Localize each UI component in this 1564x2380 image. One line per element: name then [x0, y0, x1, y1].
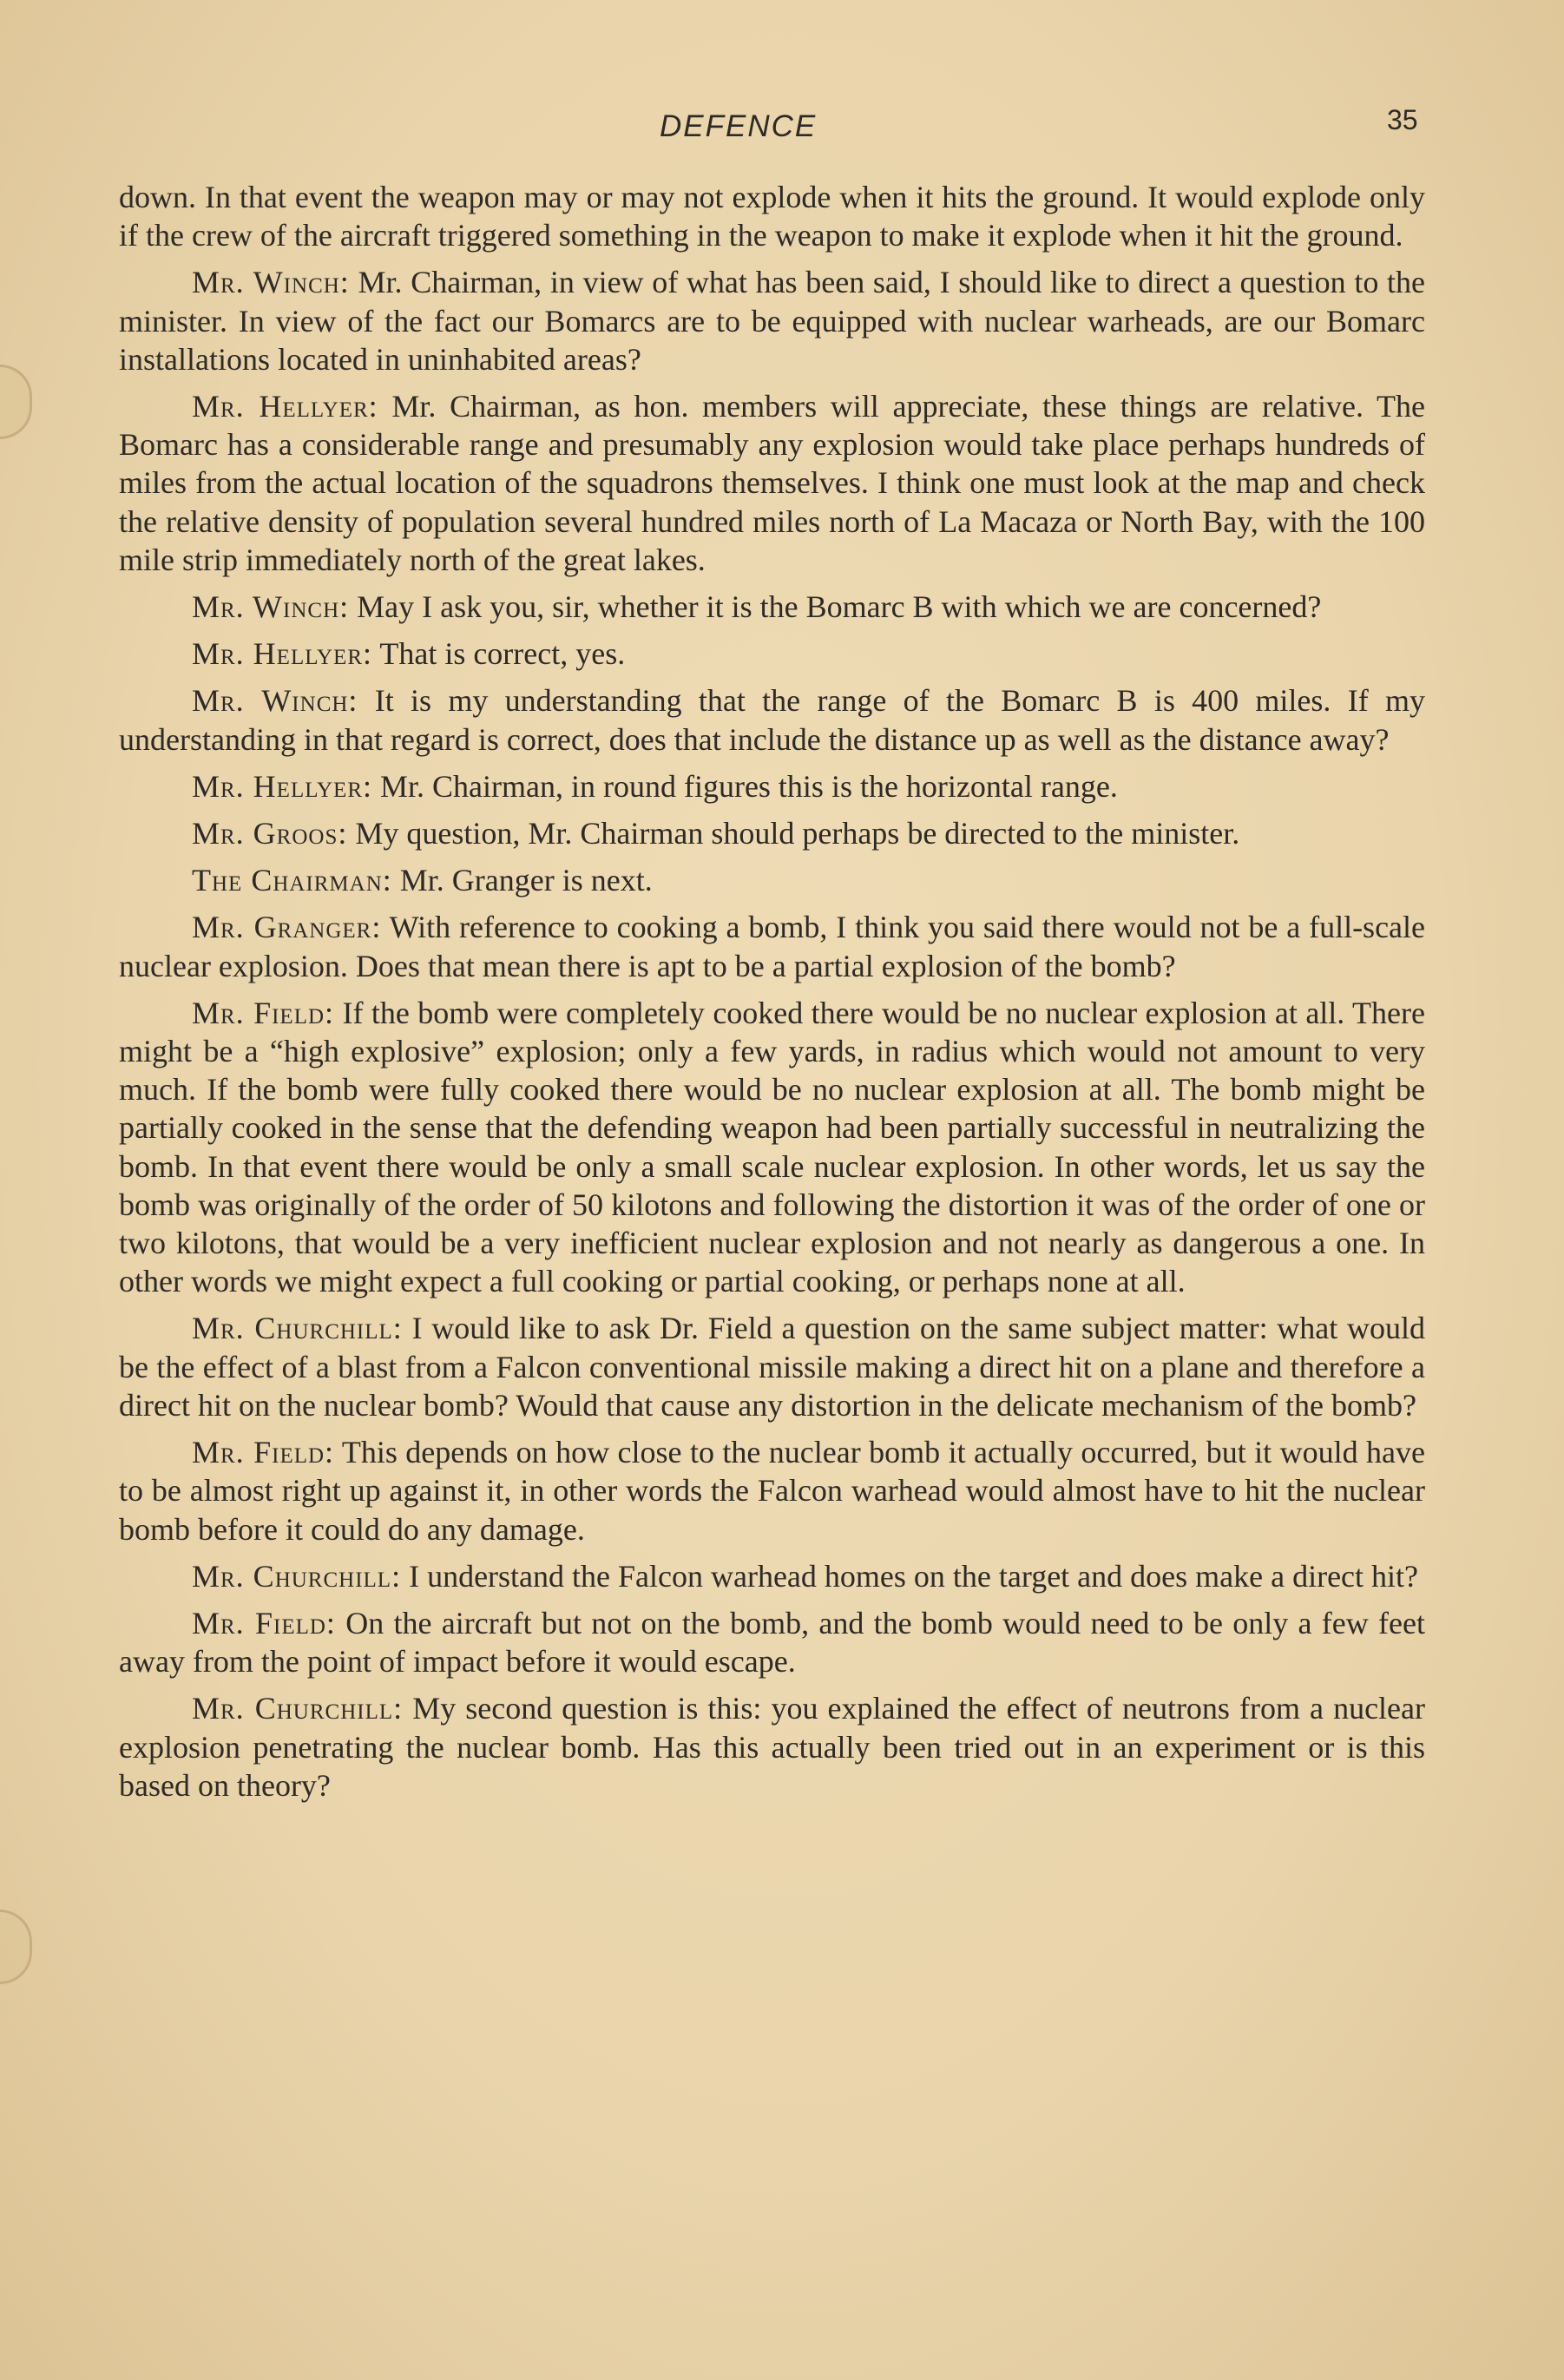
paragraph: [119, 634, 1425, 673]
speaker-name: Mr. Churchill:: [192, 1311, 403, 1346]
section-title: DEFENCE: [660, 109, 818, 143]
speaker-name: Mr. Churchill:: [192, 1691, 404, 1726]
paragraph-text: down. In that event the weapon may or may not explode when it hits the ground. It would explode only if the crew of the aircraft triggered something in the weapon to make it explode when it hit the ground.: [119, 180, 1425, 253]
speaker-name: Mr. Granger:: [192, 910, 382, 945]
paragraph-text: My second question is this: you explained the effect of neutrons from a nuclear explosion penetrating the nuclear bomb. Has this actually been tried out in an experiment or is this based on theory?: [119, 1691, 1426, 1803]
paragraph: [119, 767, 1425, 805]
running-head: [0, 102, 1564, 155]
paragraph-text: Mr. Granger is next.: [391, 863, 653, 898]
binding-hole-bottom: [0, 1910, 32, 1984]
paragraph: [119, 814, 1425, 852]
page-number: 35: [1387, 104, 1418, 135]
speaker-name: The Chairman:: [192, 863, 392, 898]
paragraph-text: If the bomb were completely cooked there would be no nuclear explosion at all. There might be a “high explosive” explosion; only a few yards, in radius which would not amount to very much. If the bomb were fully cooked there would be no nuclear explosion at all. The bomb might be partially cooked in the sense that the defending weapon had been partially successful in neutralizing the bomb. In that event there would be only a small scale nuclear explosion. In other words, let us say the bomb was originally of the order of 50 kilotons and following the distortion it was of the order of one or two kilotons, that would be a very inefficient nuclear explosion and not nearly as dangerous a one. In other words we might expect a full cooking or partial cooking, or perhaps none at all.: [119, 995, 1425, 1299]
binding-hole-top: [0, 365, 32, 439]
paragraph-text: This depends on how close to the nuclear bomb it actually occurred, but it would have to be almost right up against it, in other words the Falcon warhead would almost have to hit the nuclear bomb before it could do any damage.: [119, 1435, 1425, 1547]
speaker-name: Mr. Winch:: [192, 265, 350, 300]
speaker-name: Mr. Winch:: [192, 589, 350, 625]
speaker-name: Mr. Field:: [192, 1605, 336, 1640]
paragraph: [119, 1557, 1425, 1595]
paragraph-text: That is correct, yes.: [372, 636, 626, 672]
paragraph-text: May I ask you, sir, whether it is the Bomarc B with which we are concerned?: [349, 589, 1322, 625]
paragraph: [119, 1604, 1425, 1680]
paragraph: [119, 681, 1425, 758]
paragraph: [119, 908, 1425, 984]
paragraph: [119, 178, 1425, 254]
paragraph-text: On the aircraft but not on the bomb, and the bomb would need to be only a few feet away from the point of impact before it would escape.: [119, 1605, 1425, 1680]
paragraph: [119, 588, 1425, 626]
paragraph: [119, 1689, 1425, 1805]
speaker-name: Mr. Hellyer:: [192, 768, 372, 804]
speaker-name: Mr. Field:: [192, 1435, 335, 1470]
speaker-name: Mr. Groos:: [192, 816, 348, 851]
paragraph: [119, 387, 1425, 579]
paragraph-text: My question, Mr. Chairman should perhaps be directed to the minister.: [347, 816, 1240, 851]
body-text: [119, 178, 1425, 1813]
paragraph: [119, 994, 1425, 1301]
paragraph-text: Mr. Chairman, in round figures this is the horizontal range.: [372, 768, 1118, 804]
speaker-name: Mr. Winch:: [192, 683, 358, 719]
paragraph: [119, 263, 1425, 378]
speaker-name: Mr. Churchill:: [192, 1558, 402, 1594]
paragraph-text: It is my understanding that the range of the Bomarc B is 400 miles. If my understanding in that regard is correct, does that include the distance up as well as the distance away?: [119, 683, 1425, 757]
speaker-name: Mr. Field:: [192, 995, 335, 1030]
paragraph-text: Mr. Chairman, as hon. members will appreciate, these things are relative. The Bomarc has a considerable range and presumably any explosion would take place perhaps hundreds of miles from the actual location of the squadrons themselves. I think one must look at the map and check the relative density of population several hundred miles north of La Macaza or North Bay, with the 100 mile strip immediately north of the great lakes.: [119, 389, 1426, 577]
speaker-name: Mr. Hellyer:: [192, 389, 378, 424]
paragraph-text: I understand the Falcon warhead homes on the target and does make a direct hit?: [401, 1558, 1419, 1594]
speaker-name: Mr. Hellyer:: [192, 636, 372, 672]
paragraph: [119, 1309, 1425, 1424]
paragraph: [119, 1433, 1425, 1548]
paragraph-text: Mr. Chairman, in view of what has been said, I should like to direct a question to the minister. In view of the fact our Bomarcs are to be equipped with nuclear warheads, are our Bomarc installations located in uninhabited areas?: [119, 265, 1426, 377]
paragraph-text: With reference to cooking a bomb, I think you said there would not be a full-scale nuclear explosion. Does that mean there is apt to be a partial explosion of the bomb?: [119, 910, 1426, 983]
paragraph: [119, 861, 1425, 899]
paragraph-text: I would like to ask Dr. Field a question on the same subject matter: what would be the effect of a blast from a Falcon conventional missile making a direct hit on a plane and therefore a direct hit on the nuclear bomb? Would that cause any distortion in the delicate mechanism of the bomb?: [119, 1311, 1425, 1423]
